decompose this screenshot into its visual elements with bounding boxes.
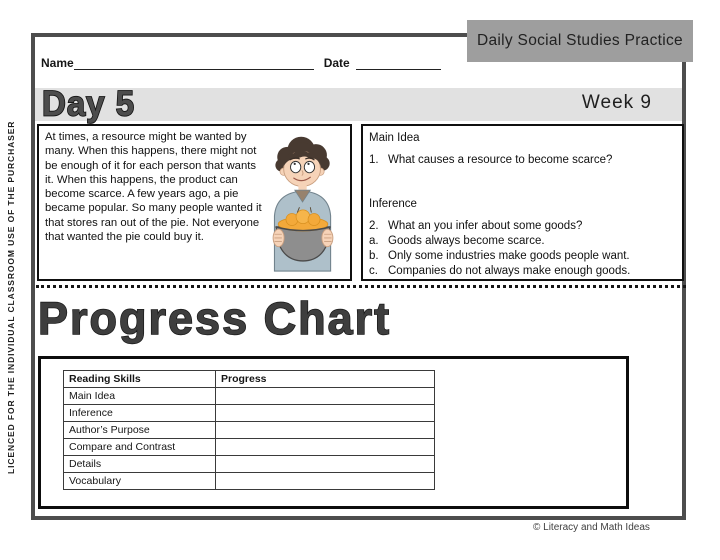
- progress-cell: [216, 439, 435, 456]
- skill-cell: Main Idea: [64, 388, 216, 405]
- main-idea-heading: Main Idea: [369, 132, 420, 144]
- progress-column-header: Progress: [216, 371, 435, 388]
- table-row: [64, 388, 435, 405]
- progress-table: [63, 370, 435, 490]
- license-vertical-text: LICENCED FOR THE INDIVIDUAL CLASSROOM USE OF THE PURCHASER: [6, 120, 16, 474]
- name-label: Name: [41, 56, 74, 70]
- question-1: [369, 153, 676, 168]
- skill-cell: Author’s Purpose: [64, 422, 216, 439]
- progress-cell: [216, 473, 435, 490]
- day-title: Day 5: [42, 83, 136, 123]
- dotted-divider: [36, 285, 686, 288]
- question-2-option-b: [369, 249, 676, 264]
- name-blank-line: [74, 56, 314, 70]
- date-blank-line: [356, 56, 441, 70]
- progress-cell: [216, 422, 435, 439]
- reading-skills-column-header: Reading Skills: [64, 371, 216, 388]
- option-a-letter: a.: [369, 235, 379, 247]
- boy-holding-pie-illustration: [257, 127, 349, 278]
- progress-chart-title: Progress Chart: [38, 293, 392, 344]
- progress-cell: [216, 405, 435, 422]
- copyright-footer: © Literacy and Math Ideas: [533, 522, 650, 533]
- table-row: [64, 405, 435, 422]
- table-row: [64, 422, 435, 439]
- question-1-number: 1.: [369, 154, 379, 166]
- week-label: Week 9: [581, 92, 652, 113]
- question-2-option-a: [369, 234, 676, 249]
- name-date-row: [41, 50, 461, 70]
- table-row: [64, 456, 435, 473]
- table-row: [64, 439, 435, 456]
- day-banner: [35, 83, 682, 123]
- passage-text: At times, a resource might be wanted by many. When this happens, there might not be enough of it for each person that wants it. When this happens, the product can become scarce. A few years ago, a pie became popular. So many people wanted it that stores ran out of the pie. Not everyone that wanted the pie could buy it.: [45, 131, 262, 244]
- option-c-text: Companies do not always make enough goods.: [388, 265, 631, 277]
- table-header-row: [64, 371, 435, 388]
- option-b-letter: b.: [369, 250, 379, 262]
- date-label: Date: [323, 56, 350, 70]
- questions-box: [361, 124, 684, 281]
- option-c-letter: c.: [369, 265, 378, 277]
- progress-cell: [216, 456, 435, 473]
- brand-tab-label: Daily Social Studies Practice: [477, 32, 683, 49]
- skill-cell: Inference: [64, 405, 216, 422]
- skill-cell: Vocabulary: [64, 473, 216, 490]
- question-2-text: What an you infer about some goods?: [388, 220, 583, 232]
- progress-chart-box: [38, 356, 629, 509]
- brand-tab: [467, 20, 693, 62]
- inference-heading: Inference: [369, 198, 417, 210]
- skill-cell: Details: [64, 456, 216, 473]
- progress-cell: [216, 388, 435, 405]
- question-2-option-c: [369, 264, 676, 279]
- question-1-text: What causes a resource to become scarce?: [388, 154, 613, 166]
- option-b-text: Only some industries make goods people want.: [388, 250, 630, 262]
- reading-passage-box: [37, 124, 352, 281]
- option-a-text: Goods always become scarce.: [388, 235, 545, 247]
- skill-cell: Compare and Contrast: [64, 439, 216, 456]
- question-2-number: 2.: [369, 220, 379, 232]
- table-row: [64, 473, 435, 490]
- question-2: [369, 219, 676, 234]
